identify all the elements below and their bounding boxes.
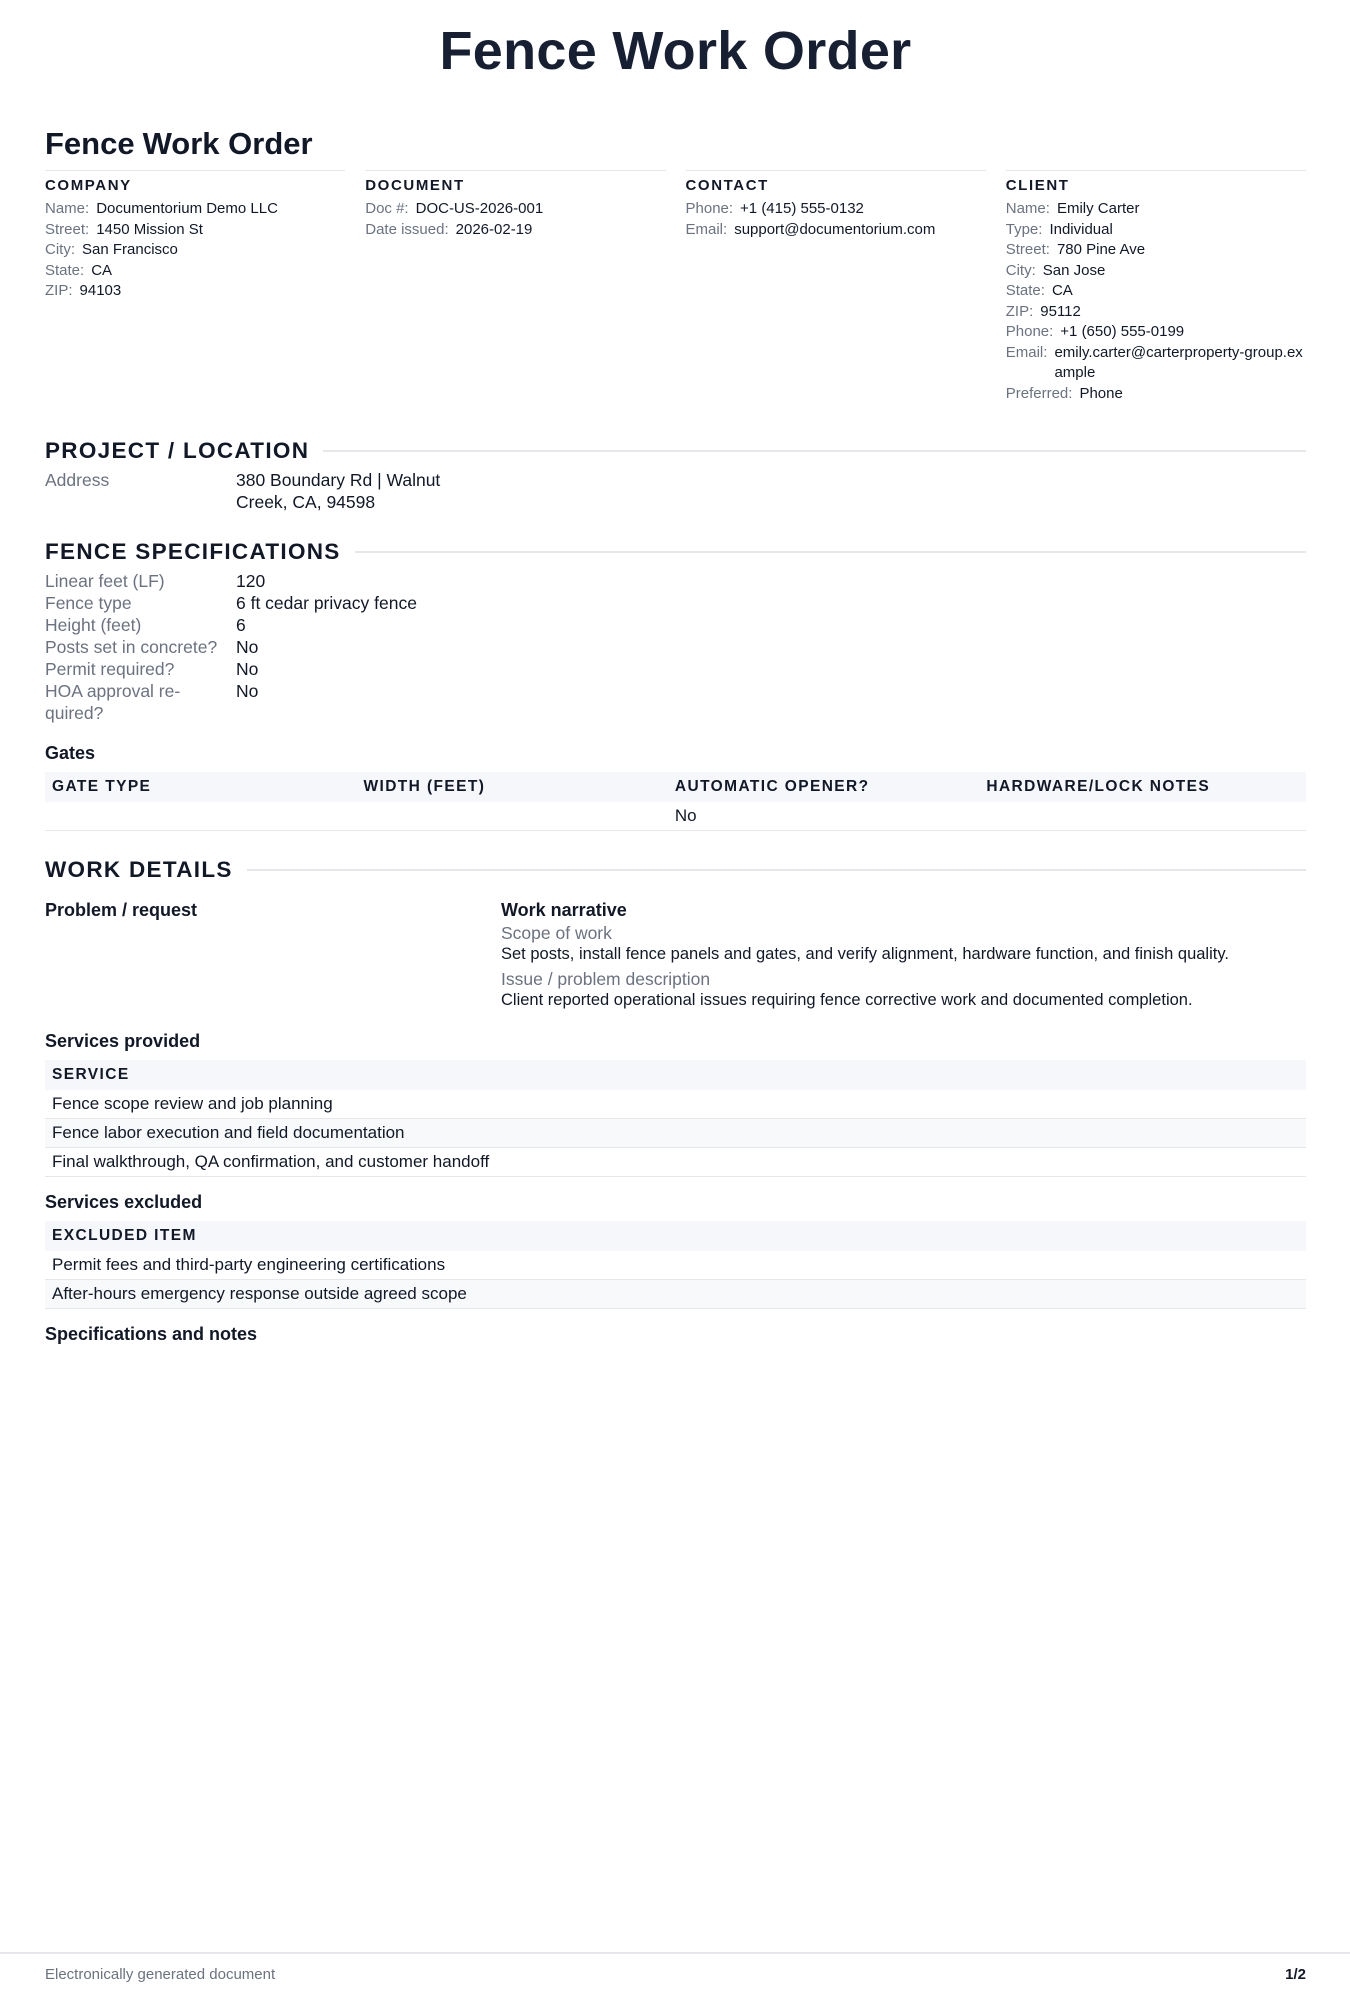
field-value: emily.carter@carterproperty-group.example xyxy=(1054,343,1303,381)
field-label: City: xyxy=(1005,261,1036,279)
table-header-row xyxy=(45,1060,1306,1090)
hoa-label-line-2: quired? xyxy=(45,702,104,723)
field-value: Documentorium Demo LLC xyxy=(96,200,278,217)
field-value: Phone xyxy=(1079,384,1123,402)
gates-heading: Gates xyxy=(45,743,96,763)
document-heading: DOCUMENT xyxy=(365,177,465,194)
spec-row xyxy=(45,593,1306,615)
client-block xyxy=(1006,170,1306,404)
project-fields xyxy=(45,470,1306,513)
field-value: San Francisco xyxy=(82,241,178,258)
client-city-row xyxy=(1006,261,1306,282)
table-cell: Final walkthrough, QA confirmation, and customer handoff xyxy=(45,1148,1306,1177)
fence-specifications-section xyxy=(45,539,1306,565)
table-cell xyxy=(356,802,667,831)
table-row xyxy=(45,1280,1306,1309)
section-divider xyxy=(323,450,1306,452)
project-location-heading: PROJECT / LOCATION xyxy=(45,438,310,463)
subtitle-word-work-order: Work Order xyxy=(142,126,313,161)
spec-value: 6 xyxy=(236,615,246,635)
problem-request-column xyxy=(45,899,501,1010)
document-title: Fence Work Order xyxy=(439,21,912,81)
fence-specifications-heading: FENCE SPECIFICATIONS xyxy=(45,539,341,564)
client-type-row xyxy=(1006,220,1306,241)
contact-phone-row xyxy=(686,199,986,220)
company-state-row xyxy=(45,261,345,282)
section-divider xyxy=(247,869,1306,871)
table-row xyxy=(45,1090,1306,1119)
project-location-section xyxy=(45,438,1306,464)
services-provided-table xyxy=(45,1060,1306,1177)
spec-label: Permit required? xyxy=(45,659,175,679)
field-label: Date issued: xyxy=(365,220,449,238)
column-header: SERVICE xyxy=(45,1060,1306,1090)
spec-label: Linear feet (LF) xyxy=(45,571,165,591)
field-label: Street: xyxy=(1005,241,1050,258)
work-narrative-heading: Work narrative xyxy=(501,900,627,920)
spec-label: Height (feet) xyxy=(45,615,142,635)
spec-row-hoa xyxy=(45,681,1306,724)
spec-label xyxy=(45,681,236,724)
contact-heading: CONTACT xyxy=(685,177,769,194)
address-label: Address xyxy=(45,470,110,490)
table-header-row xyxy=(45,1221,1306,1251)
field-label: State: xyxy=(1005,282,1045,299)
page-number: 1/2 xyxy=(1285,1966,1306,1983)
field-label: Type: xyxy=(1005,220,1043,238)
field-label: ZIP: xyxy=(1005,302,1034,320)
section-divider xyxy=(355,551,1306,553)
field-label: Email: xyxy=(1005,343,1048,361)
client-preferred-row xyxy=(1006,384,1306,405)
services-excluded-heading: Services excluded xyxy=(45,1192,203,1212)
field-value: Individual xyxy=(1049,220,1113,238)
company-street-row xyxy=(45,220,345,241)
table-cell xyxy=(45,802,356,831)
address-line-1: 380 Boundary Rd | Walnut xyxy=(236,470,441,490)
company-heading: COMPANY xyxy=(45,177,132,194)
field-value: DOC-US-2026-001 xyxy=(415,200,544,217)
spec-value: 120 xyxy=(236,571,266,591)
field-value: CA xyxy=(91,261,113,279)
client-email-row xyxy=(1006,343,1306,384)
field-value: +1 (415) 555-0132 xyxy=(740,200,864,217)
table-row xyxy=(45,802,1306,831)
document-subtitle xyxy=(45,126,1306,162)
table-row xyxy=(45,1119,1306,1148)
table-cell: Fence scope review and job planning xyxy=(45,1090,1306,1119)
field-label: Name: xyxy=(1005,200,1050,217)
table-row xyxy=(45,1251,1306,1280)
scope-of-work-label: Scope of work xyxy=(501,923,612,943)
contact-email-row xyxy=(686,220,986,241)
company-city-row xyxy=(45,240,345,261)
client-name-row xyxy=(1006,199,1306,220)
client-heading: CLIENT xyxy=(1005,177,1070,194)
date-issued-row xyxy=(365,220,665,241)
subtitle-word-fence: Fence xyxy=(45,126,135,161)
address-row xyxy=(45,470,1306,513)
field-value: 780 Pine Ave xyxy=(1056,241,1146,258)
table-cell xyxy=(979,802,1306,831)
fence-spec-fields xyxy=(45,571,1306,724)
field-value: San Jose xyxy=(1042,261,1106,279)
table-cell: Fence labor execution and field documentation xyxy=(45,1119,1306,1148)
field-value: 1450 Mission St xyxy=(96,220,203,238)
field-value: CA xyxy=(1051,282,1073,299)
footer-note: Electronically generated document xyxy=(45,1966,276,1983)
field-value: support@documentorium.com xyxy=(734,220,936,238)
spec-value: No xyxy=(236,637,259,657)
address-line-2: Creek, CA, 94598 xyxy=(236,491,376,512)
table-row xyxy=(45,1148,1306,1177)
hoa-label-line-1: HOA approval re- xyxy=(45,681,181,701)
table-cell: No xyxy=(668,802,979,831)
gates-table xyxy=(45,772,1306,831)
client-street-row xyxy=(1006,240,1306,261)
spec-row xyxy=(45,571,1306,593)
services-provided-heading: Services provided xyxy=(45,1031,201,1051)
scope-of-work-text: Set posts, install fence panels and gates, and verify alignment, hardware function, and finish quality. xyxy=(501,945,1229,963)
client-zip-row xyxy=(1006,302,1306,323)
spec-label: Posts set in concrete? xyxy=(45,637,218,657)
field-label: ZIP: xyxy=(45,282,73,299)
table-header-row xyxy=(45,772,1306,802)
company-block xyxy=(45,170,345,404)
field-label: City: xyxy=(45,241,75,258)
work-order-page xyxy=(45,0,1306,1345)
spec-row xyxy=(45,637,1306,659)
page-footer xyxy=(45,1966,1306,1983)
field-value: 2026-02-19 xyxy=(455,220,533,238)
spec-row xyxy=(45,615,1306,637)
work-narrative-column xyxy=(501,899,1306,1010)
spec-row xyxy=(45,659,1306,681)
issue-description-label: Issue / problem description xyxy=(501,969,711,989)
doc-number-row xyxy=(365,199,665,220)
field-value: 95112 xyxy=(1040,302,1081,320)
field-value: 94103 xyxy=(79,282,122,299)
issue-description-text: Client reported operational issues requiring fence corrective work and documented completion. xyxy=(501,991,1193,1009)
spec-value: No xyxy=(236,659,259,679)
column-header: AUTOMATIC OPENER? xyxy=(668,772,979,802)
company-zip-row xyxy=(45,281,345,302)
column-header: EXCLUDED ITEM xyxy=(45,1221,1306,1251)
table-cell: After-hours emergency response outside agreed scope xyxy=(45,1280,1306,1309)
field-label: State: xyxy=(45,261,85,279)
specifications-notes-heading: Specifications and notes xyxy=(45,1324,258,1344)
work-details-heading: WORK DETAILS xyxy=(45,857,233,882)
field-label: Doc #: xyxy=(365,200,409,217)
column-header: HARDWARE/LOCK NOTES xyxy=(979,772,1306,802)
field-value: +1 (650) 555-0199 xyxy=(1060,323,1185,340)
spec-value: No xyxy=(236,681,259,701)
footer-divider xyxy=(0,1952,1350,1954)
field-label: Email: xyxy=(685,220,728,238)
table-cell: Permit fees and third-party engineering certifications xyxy=(45,1251,1306,1280)
field-label: Name: xyxy=(45,200,90,217)
field-label: Phone: xyxy=(685,200,734,217)
address-value xyxy=(236,470,440,513)
company-name-row xyxy=(45,199,345,220)
field-value: Emily Carter xyxy=(1056,200,1140,217)
spec-value: 6 ft cedar privacy fence xyxy=(236,593,417,613)
column-header: WIDTH (FEET) xyxy=(356,772,667,802)
spec-label: Fence type xyxy=(45,593,132,613)
contact-block xyxy=(686,170,986,404)
field-label: Street: xyxy=(45,220,90,238)
header-info-grid xyxy=(45,170,1306,404)
problem-request-heading: Problem / request xyxy=(45,900,198,920)
field-label: Phone: xyxy=(1005,323,1054,340)
client-state-row xyxy=(1006,281,1306,302)
client-phone-row xyxy=(1006,322,1306,343)
document-block xyxy=(365,170,665,404)
work-details-section xyxy=(45,857,1306,883)
field-label: Preferred: xyxy=(1005,384,1073,402)
column-header: GATE TYPE xyxy=(45,772,356,802)
services-excluded-table xyxy=(45,1221,1306,1309)
work-details-grid xyxy=(45,899,1306,1010)
